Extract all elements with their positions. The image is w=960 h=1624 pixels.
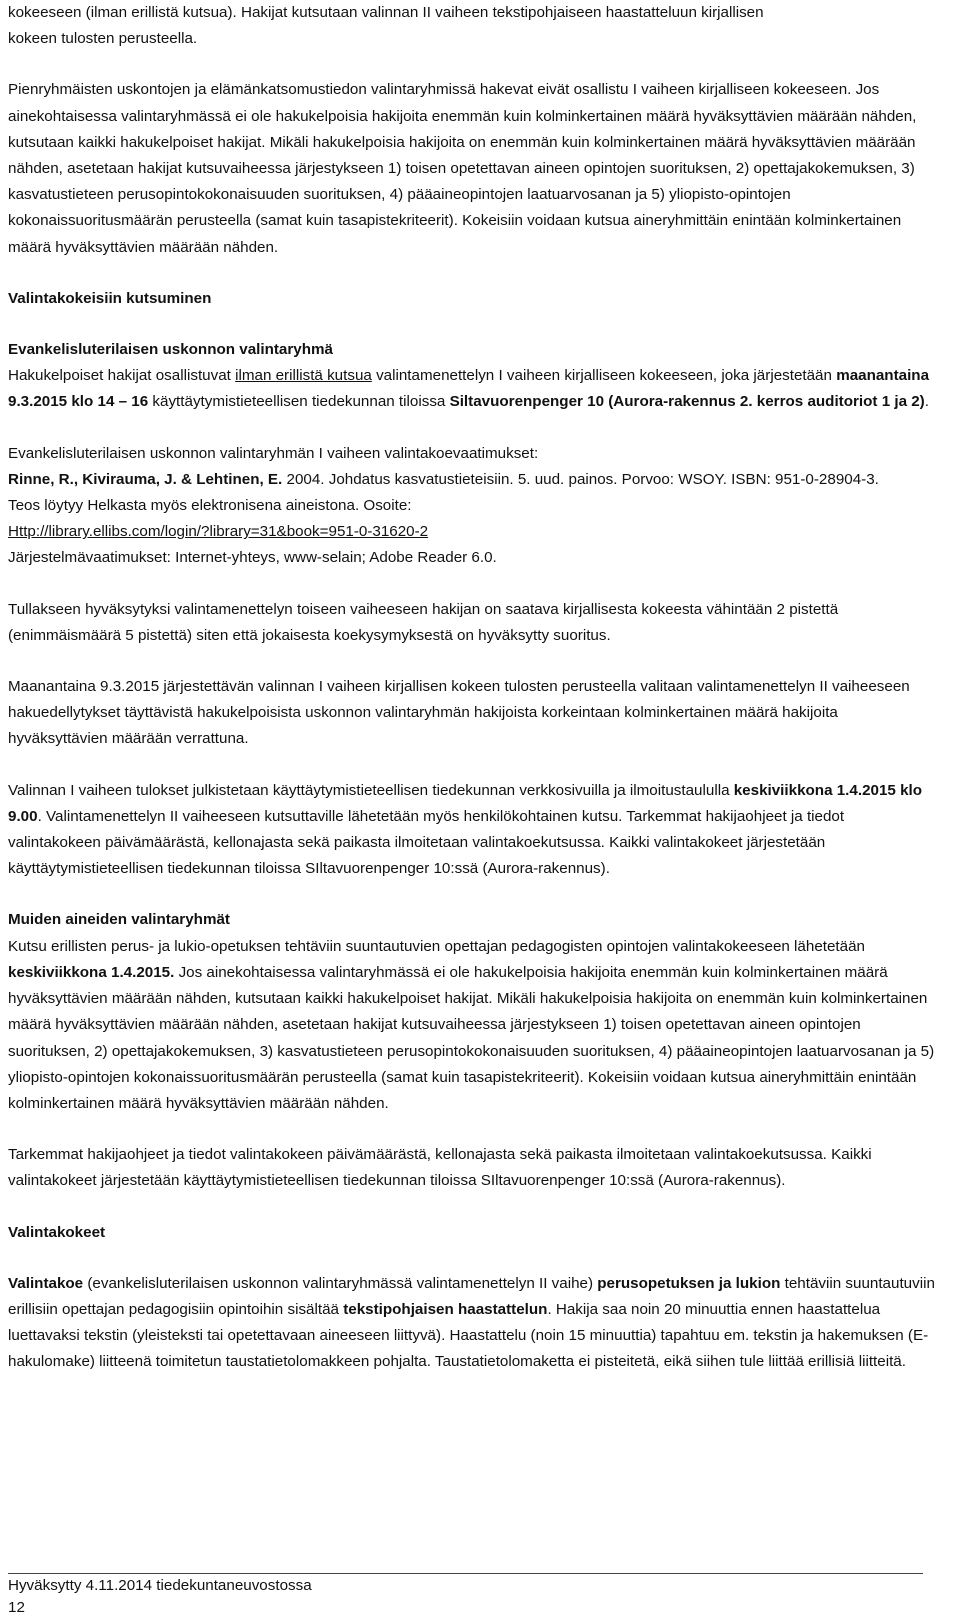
paragraph-tarkemmat: Tarkemmat hakijaohjeet ja tiedot valintakokeen päivämäärästä, kellonajasta sekä paikasta ilmoitetaan valintakoekutsussa. Kaikki valintakokeet järjestetään käyttäytymistieteellisen tiedekunnan tiloissa SIltavuorenpenger 10:ssä (Aurora-rakennus). — [8, 1146, 872, 1190]
heading-evankelisluterilainen: Evankelisluterilaisen uskonnon valintaryhmä — [8, 341, 333, 359]
valintakoe-interview: tekstipohjaisen haastattelun — [343, 1300, 548, 1318]
paragraph-tullakseen: Tullakseen hyväksytyksi valintamenettelyn toiseen vaiheeseen hakijan on saatava kirjallisesta kokeesta vähintään 2 pistettä (enimmäismäärä 5 pistettä) siten että jokaisesta koekysymyksestä on hyväksytty suoritus. — [8, 600, 839, 644]
heading-muiden-aineiden: Muiden aineiden valintaryhmät — [8, 911, 230, 929]
valintakoe-term: Valintakoe — [8, 1274, 84, 1292]
muiden-date: keskiviikkona 1.4.2015. — [8, 963, 175, 981]
paragraph-pienryhmat-text: Pienryhmäisten uskontojen ja elämänkatsomustiedon valintaryhmissä hakevat eivät osallistu I vaiheen kirjalliseen kokeeseen. Jos ainekohtaisessa valintaryhmässä ei ole hakukelpoisia hakijoita enemmän kuin kolminkertainen määrä hyväksyttävien määrään nähden, kutsutaan kaikki hakukelpoiset hakijat. Mikäli hakukelpoisia hakijoita on enemmän kuin kolminkertainen määrä hyväksyttävien määrään nähden, asetetaan hakijat kutsuvaiheessa järjestykseen 1) toisen opetettavan aineen opintojen suorituksen, 2) opettajakokemuksen, 3) kasvatustieteen perusopintokokonaisuuden suorituksen, 4) pääaineopintojen laatuarvosanan ja 5) yliopisto-opintojen kokonaissuoritusmäärän perusteella (samat kuin tasapistekriteerit). — [8, 81, 917, 230]
paragraph-intro — [8, 0, 938, 52]
paragraph-valintakoevaatimukset — [8, 441, 938, 572]
reference-details: 2004. Johdatus kasvatustieteisiin. 5. uud. painos. Porvoo: WSOY. ISBN: 951-0-28904-3. — [282, 470, 879, 488]
tulokset-date: keskiviikkona 1.4.2015 klo 9.00 — [8, 781, 923, 825]
valintakoe-text-c: tehtäviin suuntautuviin erillisiin opettajan pedagogisiin opintoihin sisältää — [8, 1274, 935, 1318]
muiden-text-c: Jos ainekohtaisessa valintaryhmässä ei ole hakukelpoisia hakijoita enemmän kuin kolminkertainen määrä hyväksyttävien määrään nähden, kutsutaan kaikki hakukelpoiset hakijat. Mikäli hakukelpoisia hakijoita on enemmän kuin kolminkertainen määrä hyväksyttävien määrään nähden, asetetaan hakijat kutsuvaiheessa järjestykseen 1) toisen opetettavan aineen opintojen suorituksen, 2) opettajakokemuksen, 3) kasvatustieteen perusopintokokonaisuuden suorituksen, 4) pääaineopintojen laatuarvosanan ja 5) yliopisto-opintojen kokonaissuoritusmäärän perusteella (samat kuin tasapistekriteerit). Kokeisiin voidaan kutsua aineryhmittäin enintään kolminkertainen määrä hyväksyttävien määrään nähden. — [8, 963, 935, 1112]
evankelis-text-c: käyttäytymistieteellisen tiedekunnan tiloissa — [148, 393, 450, 411]
evankelis-underlined: ilman erillistä kutsua — [235, 367, 372, 385]
reference-authors: Rinne, R., Kivirauma, J. & Lehtinen, E. — [8, 470, 283, 488]
section-muiden-aineiden — [8, 907, 938, 1117]
document-body — [8, 0, 938, 1401]
ellibs-link[interactable]: Http://library.ellibs.com/login/?library=31&book=951-0-31620-2 — [8, 523, 429, 541]
tulokset-text-c: . Valintamenettelyn II vaiheeseen kutsuttaville lähetetään myös henkilökohtainen kutsu. Tarkemmat hakijaohjeet ja tiedot valintakokeen päivämäärästä, kellonajasta sekä paikasta ilmoitetaan valintakoekutsussa. Kaikki valintakokeet järjestetään käyttäytymistieteellisen tiedekunnan tiloissa SIltavuorenpenger 10:ssä (Aurora-rakennus). — [8, 807, 845, 878]
vaatimukset-title: Evankelisluterilaisen uskonnon valintaryhmän I vaiheen valintakoevaatimukset: — [8, 444, 539, 462]
paragraph-pienryhmat — [8, 77, 938, 260]
evankelis-end-time: 16 — [131, 393, 149, 411]
paragraph-pienryhmat-closing: Kokeisiin voidaan kutsua aineryhmittäin enintään kolminkertainen määrä hyväksyttävien määrään nähden. — [8, 212, 902, 256]
footer-approval-note: Hyväksytty 4.11.2014 tiedekuntaneuvostossa — [8, 1577, 312, 1594]
valintakoe-text-d: . Hakija saa noin 20 minuuttia ennen haastattelua luettavaksi tekstin (yleisteksti tai opetettavaan aineeseen liittyvä). Haastattelu (noin 15 minuuttia) tapahtuu em. tekstin ja hakemuksen (E-hakulomake) liitteenä toimitetun taustatietolomakkeen pohjalta. Taustatietolomaketta ei pisteitetä, eikä siihen tule liittää erillisiä liitteitä. — [8, 1300, 929, 1371]
evankelis-location: Siltavuorenpenger 10 (Aurora-rakennus 2. kerros auditoriot 1 ja 2) — [449, 393, 925, 411]
system-requirements: Järjestelmävaatimukset: Internet-yhteys, www-selain; Adobe Reader 6.0. — [8, 549, 497, 567]
section-evankelisluterilainen — [8, 337, 938, 416]
page-footer — [8, 1575, 312, 1619]
valintakoe-level: perusopetuksen ja lukion — [597, 1274, 781, 1292]
muiden-text-a: Kutsu erillisten perus- ja lukio-opetuksen tehtäviin suuntautuvien opettajan pedagogisten opintojen valintakokeeseen lähetetään — [8, 937, 865, 955]
paragraph-tulokset — [8, 778, 938, 883]
evankelis-date-time: maanantaina 9.3.2015 klo 14 — [8, 367, 930, 411]
paragraph-intro-line2: kokeen tulosten perusteella. — [8, 30, 198, 48]
heading-valintakokeisiin-kutsuminen: Valintakokeisiin kutsuminen — [8, 289, 212, 307]
evankelis-period: . — [924, 393, 929, 411]
paragraph-maanantaina: Maanantaina 9.3.2015 järjestettävän valinnan I vaiheen kirjallisen kokeen tulosten perusteella valitaan valintamenettelyn II vaiheeseen hakuedellytykset täyttävistä hakukelpoisista uskonnon valintaryhmän hakijoista korkeintaan kolminkertainen määrä hakijoita hyväksyttävien määrään verrattuna. — [8, 678, 910, 748]
evankelis-dash: – — [114, 393, 132, 411]
evankelis-text-b: valintamenettelyn I vaiheen kirjalliseen kokeeseen, joka järjestetään — [371, 367, 837, 385]
valintakoe-text-a: (evankelisluterilaisen uskonnon valintaryhmässä valintamenettelyn II vaihe) — [83, 1274, 598, 1292]
evankelis-text-a: Hakukelpoiset hakijat osallistuvat — [8, 367, 236, 385]
helka-note: Teos löytyy Helkasta myös elektronisena aineistona. Osoite: — [8, 497, 412, 515]
page-number: 12 — [8, 1599, 25, 1616]
paragraph-intro-line1: kokeeseen (ilman erillistä kutsua). Hakijat kutsutaan valinnan II vaiheen tekstipohjaiseen haastatteluun kirjallisen — [8, 4, 764, 21]
footer-divider — [8, 1573, 923, 1574]
heading-valintakokeet: Valintakokeet — [8, 1223, 106, 1241]
tulokset-text-a: Valinnan I vaiheen tulokset julkistetaan käyttäytymistieteellisen tiedekunnan verkkosivuilla ja ilmoitustaululla — [8, 781, 734, 799]
paragraph-valintakoe — [8, 1271, 938, 1376]
